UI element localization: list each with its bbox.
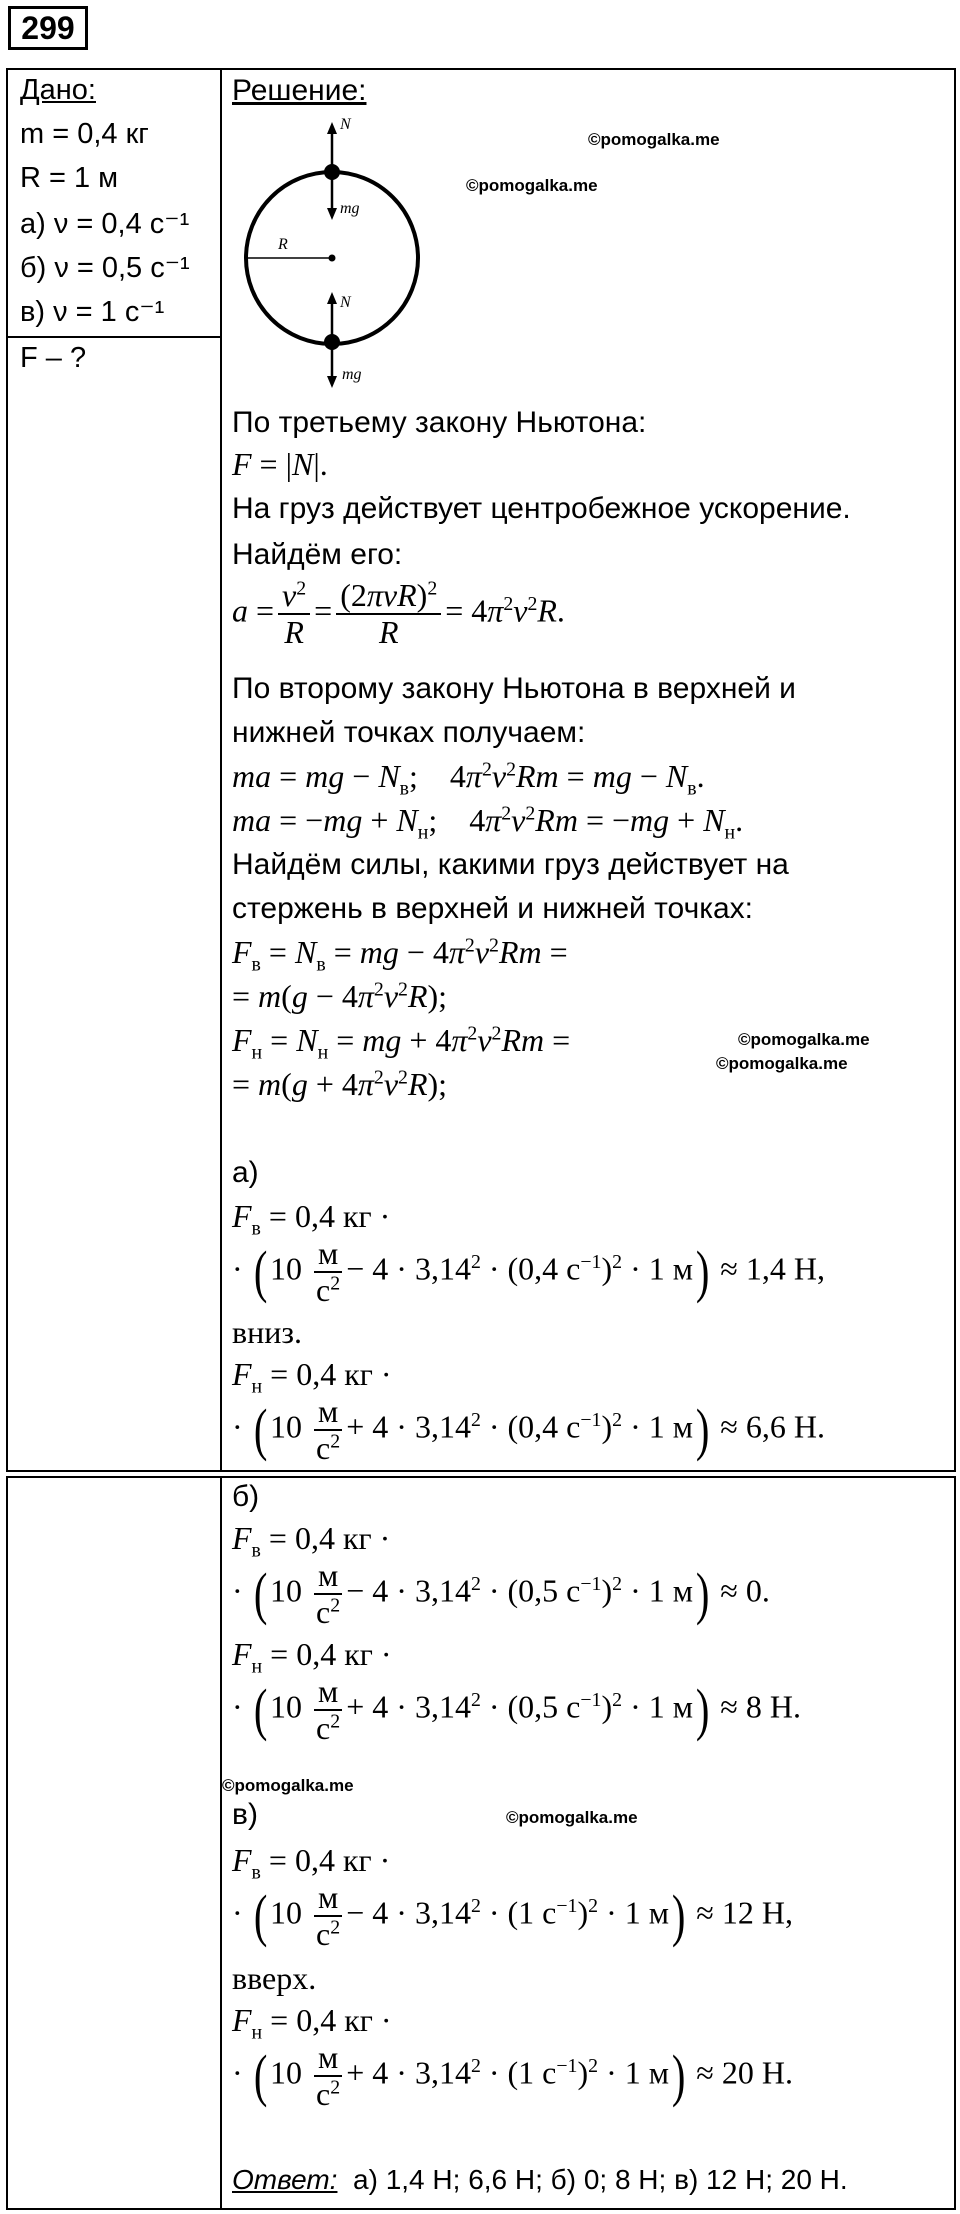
eq-b-fbot-2: · (10 $\frac{м}{с^2}$ + $4 \cdot 3,14^2 \cdot (0,5$ $с^{-1})^2 \cdot 1$ м) ≈ 8 Н.	[232, 1673, 801, 1747]
part-v-label: в)	[232, 1798, 258, 1831]
table-divider-1	[220, 68, 222, 1472]
label-radius: R	[278, 236, 288, 253]
table-divider-2	[220, 1476, 222, 2210]
watermark: ©pomogalka.me	[222, 1776, 354, 1795]
eq-a-ftop-1: $F_в = 0,4$ кг ·	[232, 1198, 391, 1240]
arrowhead-mg-bottom	[327, 376, 337, 388]
eq-a-fbot-2: · (10 $\frac{м}{с^2}$ + $4 \cdot 3,14^2 \cdot (0,4$ $с^{-1})^2 \cdot 1$ м) ≈ 6,6 Н.	[232, 1393, 825, 1467]
watermark: ©pomogalka.me	[738, 1030, 870, 1049]
table-left-border-1	[6, 68, 8, 1472]
table-right-border-1	[954, 68, 956, 1472]
watermark: ©pomogalka.me	[506, 1808, 638, 1827]
eq-f-equals-n: F = |N|.	[232, 446, 328, 482]
given-mass: m = 0,4 кг	[20, 118, 149, 150]
text-find-it: Найдём его:	[232, 538, 403, 571]
eq-acceleration: a = $\frac{v^2}{R}$ = $\frac{(2\pi\nu R)^2}{R}$ = $4\pi^2\nu^2R$.	[232, 577, 565, 651]
text-rod: стержень в верхней и нижней точках:	[232, 892, 754, 925]
label-mg-top: mg	[340, 200, 360, 217]
table-bottom-border-1	[6, 1470, 956, 1472]
eq-f-top-2: = $m(g - 4\pi^2\nu^2R)$;	[232, 978, 448, 1014]
part-b-label: б)	[232, 1480, 260, 1513]
given-find-divider	[6, 336, 222, 338]
arrowhead-mg-top	[327, 208, 337, 220]
watermark: ©pomogalka.me	[588, 130, 720, 149]
circle-diagram	[236, 118, 436, 388]
text-find-forces: Найдём силы, какими груз действует на	[232, 848, 789, 881]
eq-f-top-1: $F_в = N_в$ = mg − $4\pi^2\nu^2Rm$ =	[232, 934, 568, 976]
text-newton-third: По третьему закону Ньютона:	[232, 406, 647, 439]
eq-b-ftop-1: $F_в = 0,4$ кг ·	[232, 1520, 391, 1562]
problem-number: 299	[8, 6, 88, 50]
given-freq-c: в) ν = 1 с⁻¹	[20, 296, 165, 328]
eq-b-fbot-1: $F_н = 0,4$ кг ·	[232, 1636, 392, 1678]
text-centripetal: На груз действует центробежное ускорение.	[232, 492, 851, 525]
label-n-bottom: N	[340, 294, 351, 311]
eq-b-ftop-2: · (10 $\frac{м}{с^2}$ − $4 \cdot 3,14^2 \cdot (0,5$ $с^{-1})^2 \cdot 1$ м) ≈ 0.	[232, 1557, 770, 1631]
answer-line	[232, 2164, 848, 2196]
arrowhead-n-bottom	[327, 292, 337, 304]
eq-v-fbot-2: · (10 $\frac{м}{с^2}$ + $4 \cdot 3,14^2 \cdot (1$ $с^{-1})^2 \cdot 1$ м) ≈ 20 Н.	[232, 2039, 793, 2113]
answer-text: а) 1,4 Н; 6,6 Н; б) 0; 8 Н; в) 12 Н; 20 Н.	[353, 2164, 848, 2195]
find-label: F – ?	[20, 342, 87, 374]
given-header: Дано:	[20, 74, 96, 106]
table-top-border	[6, 68, 956, 70]
eq-bottom-point: ma = $-mg + N_н$; $4\pi^2\nu^2Rm = -mg + N_н$.	[232, 802, 744, 844]
eq-a-fbot-1: $F_н = 0,4$ кг ·	[232, 1356, 392, 1398]
label-mg-bottom: mg	[342, 366, 362, 383]
text-newton-second: По второму закону Ньютона в верхней и	[232, 672, 796, 705]
table-bottom-border-2	[6, 2208, 956, 2210]
eq-f-bottom-1: $F_н = N_н$ = mg + $4\pi^2\nu^2Rm$ =	[232, 1022, 571, 1064]
arrowhead-n-top	[327, 122, 337, 134]
eq-v-ftop-2: · (10 $\frac{м}{с^2}$ − $4 \cdot 3,14^2 \cdot (1$ $с^{-1})^2 \cdot 1$ м) ≈ 12 Н,	[232, 1879, 793, 1953]
text-points: нижней точках получаем:	[232, 716, 586, 749]
table-right-border-2	[954, 1476, 956, 2210]
text-up: вверх.	[232, 1960, 317, 1996]
eq-f-bottom-2: = $m(g + 4\pi^2\nu^2R)$;	[232, 1066, 448, 1102]
answer-label: Ответ:	[232, 2164, 338, 2195]
given-freq-b: б) ν = 0,5 с⁻¹	[20, 252, 190, 284]
text-down: вниз.	[232, 1314, 302, 1350]
given-radius: R = 1 м	[20, 162, 119, 194]
label-n-top: N	[340, 116, 351, 133]
eq-a-ftop-2: · (10 $\frac{м}{с^2}$ − $4 \cdot 3,14^2 \cdot (0,4$ $с^{-1})^2 \cdot 1$ м) ≈ 1,4 Н,	[232, 1235, 825, 1309]
eq-v-ftop-1: $F_в = 0,4$ кг ·	[232, 1842, 391, 1884]
eq-v-fbot-1: $F_н = 0,4$ кг ·	[232, 2002, 392, 2044]
table-top-border-2	[6, 1476, 956, 1478]
table-left-border-2	[6, 1476, 8, 2210]
eq-top-point: ma = mg − $N_в$; $4\pi^2\nu^2Rm$ = mg − $N_в$.	[232, 758, 705, 800]
watermark: ©pomogalka.me	[716, 1054, 848, 1073]
part-a-label: а)	[232, 1156, 259, 1189]
watermark: ©pomogalka.me	[466, 176, 598, 195]
given-freq-a: а) ν = 0,4 с⁻¹	[20, 208, 190, 240]
solution-header: Решение:	[232, 74, 367, 107]
